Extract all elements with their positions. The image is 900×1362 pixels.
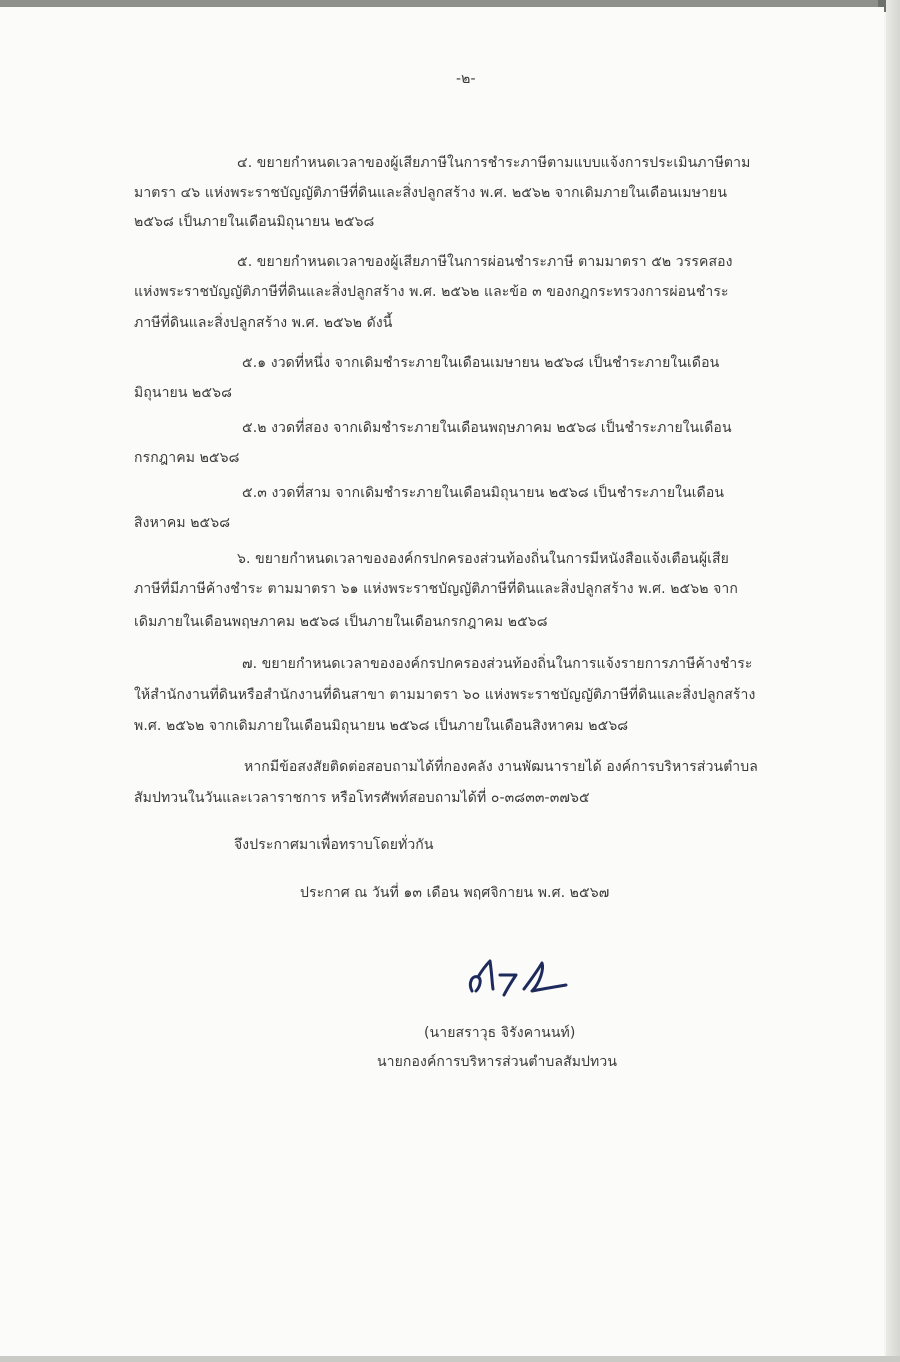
item-5-line-1: ๕. ขยายกำหนดเวลาของผู้เสียภาษีในการผ่อนชำระภาษี ตามมาตรา ๕๒ วรรคสอง	[237, 254, 733, 270]
item-5-line-2: แห่งพระราชบัญญัติภาษีที่ดินและสิ่งปลูกสร้าง พ.ศ. ๒๕๖๒ และข้อ ๓ ของกฎกระทรวงการผ่อนชำระ	[134, 284, 729, 300]
closing-statement: จึงประกาศมาเพื่อทราบโดยทั่วกัน	[234, 837, 434, 853]
contact-line-1: หากมีข้อสงสัยติดต่อสอบถามได้ที่กองคลัง งานพัฒนารายได้ องค์การบริหารส่วนตำบล	[244, 759, 758, 775]
signer-title: นายกองค์การบริหารส่วนตำบลสัมปทวน	[377, 1054, 618, 1070]
announcement-date: ประกาศ ณ วันที่ ๑๓ เดือน พฤศจิกายน พ.ศ. ๒๕๖๗	[300, 885, 610, 901]
scan-top-edge	[0, 0, 900, 7]
item-6-line-2: ภาษีที่มีภาษีค้างชำระ ตามมาตรา ๖๑ แห่งพระราชบัญญัติภาษีที่ดินและสิ่งปลูกสร้าง พ.ศ. ๒๕๖๒ จาก	[134, 581, 738, 597]
document-page	[0, 7, 884, 1356]
item-4-line-2: มาตรา ๔๖ แห่งพระราชบัญญัติภาษีที่ดินและสิ่งปลูกสร้าง พ.ศ. ๒๕๖๒ จากเดิมภายในเดือนเมษายน	[134, 185, 728, 201]
item-5-3-line-1: ๕.๓ งวดที่สาม จากเดิมชำระภายในเดือนมิถุนายน ๒๕๖๘ เป็นชำระภายในเดือน	[242, 485, 724, 501]
signer-name: (นายสราวุธ จิรังคานนท์)	[424, 1025, 576, 1041]
handwritten-signature	[462, 953, 582, 1003]
scan-bottom-edge	[0, 1356, 900, 1362]
item-5-line-3: ภาษีที่ดินและสิ่งปลูกสร้าง พ.ศ. ๒๕๖๒ ดังนี้	[134, 315, 393, 331]
item-6-line-3: เดิมภายในเดือนพฤษภาคม ๒๕๖๘ เป็นภายในเดือนกรกฎาคม ๒๕๖๘	[134, 614, 548, 630]
contact-line-2: สัมปทวนในวันและเวลาราชการ หรือโทรศัพท์สอบถามได้ที่ ๐-๓๘๓๓-๓๗๖๕	[134, 790, 590, 806]
item-5-3-line-2: สิงหาคม ๒๕๖๘	[134, 515, 231, 531]
item-4-line-3: ๒๕๖๘ เป็นภายในเดือนมิถุนายน ๒๕๖๘	[134, 214, 375, 230]
item-6-line-1: ๖. ขยายกำหนดเวลาขององค์กรปกครองส่วนท้องถิ่นในการมีหนังสือแจ้งเตือนผู้เสีย	[237, 551, 729, 567]
item-7-line-3: พ.ศ. ๒๕๖๒ จากเดิมภายในเดือนมิถุนายน ๒๕๖๘ เป็นภายในเดือนสิงหาคม ๒๕๖๘	[134, 718, 629, 734]
item-7-line-2: ให้สำนักงานที่ดินหรือสำนักงานที่ดินสาขา ตามมาตรา ๖๐ แห่งพระราชบัญญัติภาษีที่ดินและสิ่งปลูกสร้าง	[134, 687, 756, 703]
item-5-1-line-1: ๕.๑ งวดที่หนึ่ง จากเดิมชำระภายในเดือนเมษายน ๒๕๖๘ เป็นชำระภายในเดือน	[242, 355, 720, 371]
item-5-2-line-1: ๕.๒ งวดที่สอง จากเดิมชำระภายในเดือนพฤษภาคม ๒๕๖๘ เป็นชำระภายในเดือน	[242, 420, 732, 436]
page-number: -๒-	[456, 71, 476, 87]
item-4-line-1: ๔. ขยายกำหนดเวลาของผู้เสียภาษีในการชำระภาษีตามแบบแจ้งการประเมินภาษีตาม	[237, 155, 751, 171]
item-5-1-line-2: มิถุนายน ๒๕๖๘	[134, 385, 232, 401]
item-7-line-1: ๗. ขยายกำหนดเวลาขององค์กรปกครองส่วนท้องถิ่นในการแจ้งรายการภาษีค้างชำระ	[242, 656, 753, 672]
item-5-2-line-2: กรกฎาคม ๒๕๖๘	[134, 450, 240, 466]
scan-right-edge	[886, 0, 900, 1362]
